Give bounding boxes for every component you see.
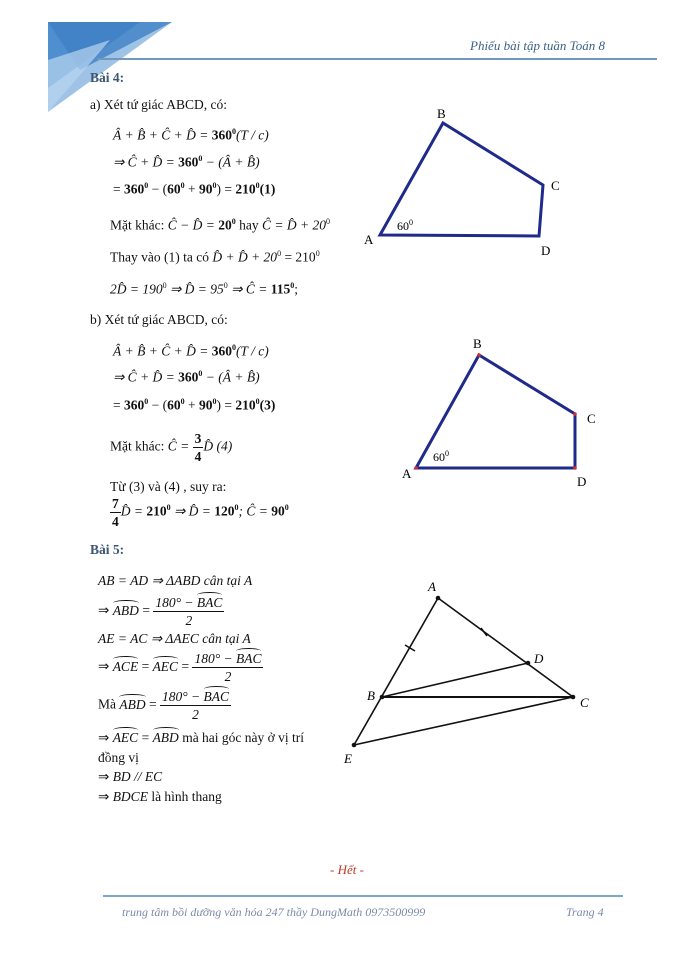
equals-symbol: = (178, 658, 193, 674)
angle-ace: ACE (112, 658, 139, 674)
degree-sup: 0 (325, 217, 330, 226)
bai5-line9 (98, 790, 222, 804)
equation-result: 210 (235, 397, 256, 413)
fraction: $\frac{7}{4}$ (112, 496, 119, 529)
end-mark: - Hết - (330, 862, 364, 877)
implies-symbol: ⇒ (98, 730, 113, 745)
part-b-intro: b) Xét tứ giác ABCD, có: (90, 312, 228, 327)
equation-then: ⇒ D̂ = (170, 503, 215, 519)
degree-sup: 0 (198, 369, 203, 378)
degree-sup: 0 (277, 249, 282, 258)
bai5-line3: AE = AC ⇒ ΔAEC cân tại A (98, 631, 251, 646)
part-b-line5: Từ (3) và (4) , suy ra: (110, 479, 227, 494)
angle-aec: AEC (152, 658, 179, 674)
section-title-bai5: Bài 5: (90, 542, 125, 557)
equation-expr: D̂ + D̂ + 20 (212, 249, 278, 265)
equation-prefix: = (113, 181, 124, 197)
equation-prefix: ⇒ Ĉ + D̂ = (113, 154, 179, 170)
equation-tag: (1) (259, 181, 276, 197)
part-a-intro: a) Xét tứ giác ABCD, có: (90, 97, 228, 112)
equation-value: 360 (124, 181, 145, 197)
equation-value: 60 (167, 397, 181, 413)
vertex-label-a: A (428, 579, 436, 594)
degree-sup: 0 (231, 343, 236, 352)
vertex-label-b: B (437, 106, 446, 121)
equation-eq: = 210 (281, 249, 316, 265)
vertex-label-d: D (541, 243, 551, 258)
equation-value: 360 (211, 343, 232, 359)
text-or: hay (235, 217, 262, 233)
degree-sup: 0 (223, 281, 228, 290)
equals-symbol: = (138, 658, 153, 674)
degree-sup: 0 (290, 281, 295, 290)
equation-expr: D̂ = (120, 503, 147, 519)
equation-value: 360 (178, 154, 199, 170)
bai5-line1: AB = AD ⇒ ΔABD cân tại A (98, 573, 253, 588)
angle-aec: AEC (112, 730, 139, 745)
equation-value: 360 (178, 369, 199, 385)
equation-tag: (3) (259, 397, 276, 413)
equals-symbol: = (145, 696, 160, 712)
vertex-label-c: C (551, 178, 560, 193)
equation-mid: − ( (148, 181, 168, 197)
angle-abd: ABD (112, 602, 139, 618)
equation-value: 60 (167, 181, 181, 197)
shape-name: BDCE (112, 789, 148, 804)
equation-mid: − ( (148, 397, 168, 413)
angle-abd: ABD (152, 730, 179, 745)
bai5-line7: đồng vị (98, 750, 139, 765)
equation-value: 90 (271, 503, 285, 519)
part-a-line3: = $360^0 - (60^0 + 90^0) = 210^0(1)$ (113, 181, 276, 197)
equation-lhs: Â + B̂ + Ĉ + D̂ = (113, 127, 212, 143)
degree-sup: 0 (231, 217, 236, 226)
equation-rest: − (Â + B̂) (202, 154, 260, 170)
equation-note: (T / c) (235, 343, 269, 359)
equals-symbol: = (138, 730, 153, 745)
equation-value: 120 (214, 503, 235, 519)
fraction: $\frac{\text{180° − BAC}}{2}$ (155, 595, 223, 628)
vertex-label-d: D (534, 651, 544, 666)
fraction: $\frac{\text{180° − BAC}}{2}$ (162, 689, 230, 722)
implies-symbol: ⇒ (98, 602, 113, 618)
implies-symbol: ⇒ (98, 769, 113, 784)
equation-value: 90 (198, 397, 213, 413)
equation-end: ; (294, 281, 298, 297)
angle-label: $60^0$ (433, 449, 449, 464)
equation-value: 360 (211, 127, 232, 143)
text-label: Mặt khác: (110, 438, 168, 454)
equation-result: 115 (270, 281, 291, 297)
equation-value: 20 (218, 217, 232, 233)
page-number: Trang 4 (566, 905, 604, 919)
angle-label: $60^0$ (397, 218, 413, 233)
text-label: Thay vào (1) ta có (110, 249, 213, 265)
vertex-label-d: D (577, 474, 587, 489)
equation-expr: Ĉ − D̂ = (167, 217, 219, 233)
equals-symbol: = (138, 602, 154, 618)
degree-sup: 0 (231, 127, 236, 136)
equation-expr: Ĉ = D̂ + 20 (261, 217, 326, 233)
equation-close: ) = (216, 181, 236, 197)
equation-close: ) = (216, 397, 236, 413)
equation-then: ⇒ Ĉ = (227, 281, 271, 297)
equation-value: 90 (198, 181, 213, 197)
fraction: $\frac{3}{4}$ (194, 431, 202, 464)
equation-value: 210 (146, 503, 167, 519)
vertex-label-c: C (587, 411, 596, 426)
degree-sup: 0 (198, 154, 203, 163)
equation-expr: 2D̂ = 190 (110, 281, 163, 297)
parallel-expr: BD // EC (112, 769, 163, 784)
text-label: Mặt khác: (110, 217, 168, 233)
text-label: Mà (98, 696, 120, 712)
equation-expr: Ĉ = (167, 438, 193, 454)
equation-then: ⇒ D̂ = 95 (166, 281, 224, 297)
degree-sup: 0 (315, 249, 320, 258)
equation-rest: − (Â + B̂) (202, 369, 260, 385)
implies-symbol: ⇒ (98, 789, 113, 804)
section-title-bai4: Bài 4: (90, 70, 125, 85)
vertex-label-c: C (580, 695, 589, 710)
angle-abd: ABD (119, 696, 146, 712)
equation-sep: ; Ĉ = (238, 503, 272, 519)
part-b-line6: $\frac{7}{4}$ D̂ = $210^0$ ⇒ D̂ = $120^0$; Ĉ = $90^0$ (112, 496, 289, 529)
equation-result: 210 (235, 181, 256, 197)
text-explanation: mà hai góc này ở vị trí (178, 730, 305, 745)
vertex-label-e: E (344, 751, 352, 766)
vertex-label-a: A (364, 232, 374, 247)
footer-divider (103, 895, 623, 897)
equation-lhs: Â + B̂ + Ĉ + D̂ = (113, 343, 212, 359)
vertex-label-b: B (367, 688, 375, 703)
equation-value: 360 (124, 397, 145, 413)
equation-prefix: = (113, 397, 124, 413)
degree-sup: 0 (162, 281, 167, 290)
header-title: Phiếu bài tập tuần Toán 8 (470, 38, 605, 53)
text-conclusion: là hình thang (147, 789, 222, 804)
equation-after: D̂ (4) (203, 438, 233, 454)
fraction: $\frac{\text{180° − BAC}}{2}$ (194, 651, 262, 684)
equation-note: (T / c) (235, 127, 269, 143)
vertex-label-b: B (473, 336, 482, 351)
vertex-label-a: A (402, 466, 412, 481)
equation-prefix: ⇒ Ĉ + D̂ = (113, 369, 179, 385)
part-b-line3: = $360^0 - (60^0 + 90^0) = 210^0(3)$ (113, 397, 276, 413)
implies-symbol: ⇒ (98, 658, 113, 674)
footer-text: trung tâm bồi dưỡng văn hóa 247 thầy DungMath 0973500999 (122, 905, 426, 919)
